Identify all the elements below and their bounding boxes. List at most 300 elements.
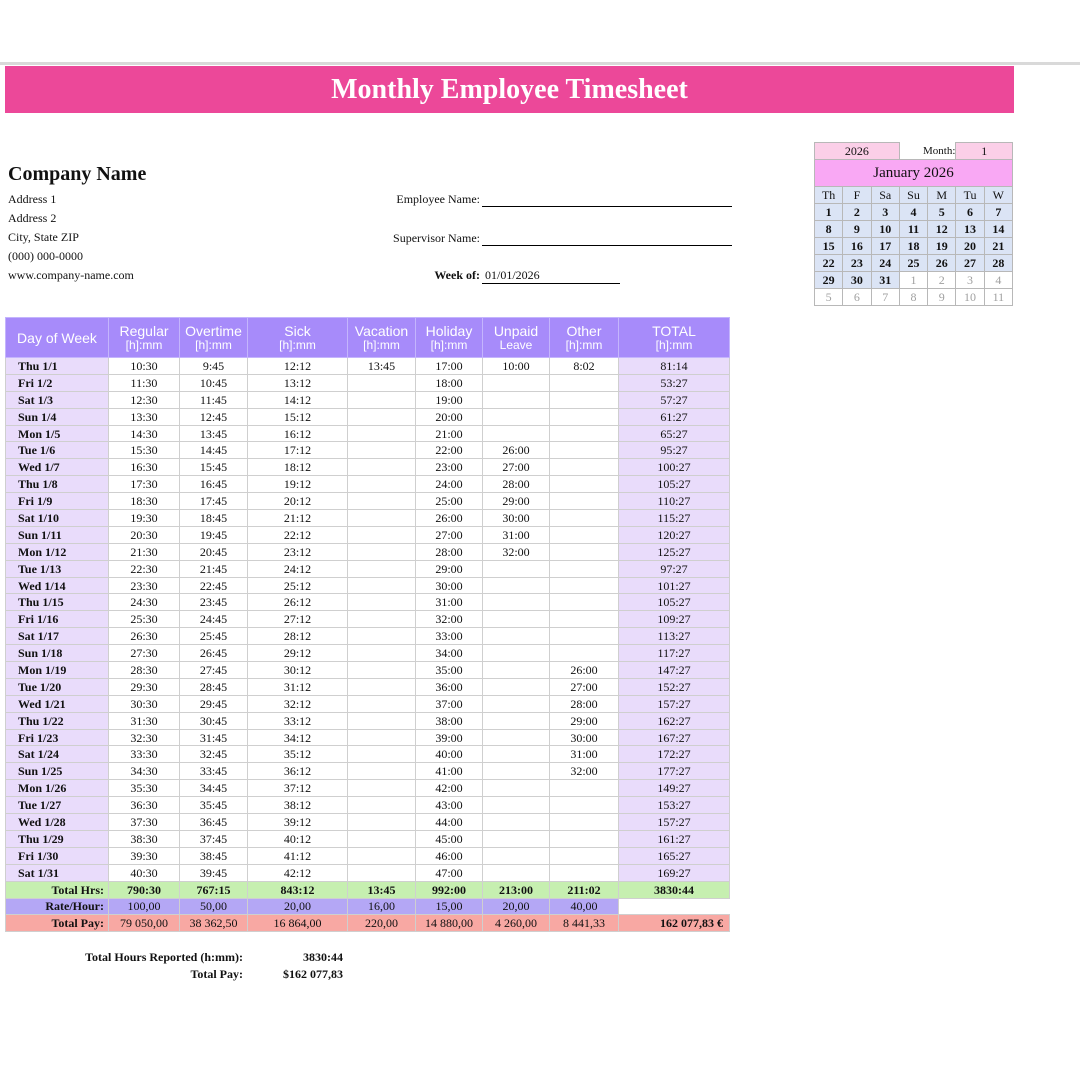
hours-cell[interactable]: 21:45 <box>180 560 248 577</box>
hours-cell[interactable]: 15:30 <box>109 442 180 459</box>
hours-cell[interactable]: 34:30 <box>109 763 180 780</box>
hours-cell[interactable]: 37:00 <box>416 695 483 712</box>
hours-cell[interactable]: 30:00 <box>416 577 483 594</box>
address-line-1[interactable]: Address 1 <box>8 192 57 206</box>
hours-cell[interactable]: 26:00 <box>550 662 619 679</box>
hours-cell[interactable]: 23:00 <box>416 459 483 476</box>
calendar-month-value[interactable]: 1 <box>956 143 1013 160</box>
calendar-day-cell[interactable]: 14 <box>984 221 1012 238</box>
hours-cell[interactable]: 25:30 <box>109 611 180 628</box>
hours-cell[interactable] <box>348 594 416 611</box>
hours-cell[interactable]: 37:12 <box>248 780 348 797</box>
hours-cell[interactable]: 40:30 <box>109 864 180 881</box>
hours-cell[interactable] <box>550 628 619 645</box>
hours-cell[interactable]: 26:00 <box>483 442 550 459</box>
calendar-day-cell[interactable]: 2 <box>928 272 956 289</box>
hours-cell[interactable] <box>348 662 416 679</box>
calendar-day-cell[interactable]: 21 <box>984 238 1012 255</box>
hours-cell[interactable]: 29:00 <box>550 712 619 729</box>
hours-cell[interactable]: 16:45 <box>180 476 248 493</box>
row-total-cell: 157:27 <box>619 814 730 831</box>
hours-cell[interactable]: 42:12 <box>248 864 348 881</box>
hours-cell[interactable] <box>550 594 619 611</box>
hours-cell[interactable]: 22:00 <box>416 442 483 459</box>
hours-cell[interactable]: 11:30 <box>109 374 180 391</box>
hours-cell[interactable]: 29:45 <box>180 695 248 712</box>
hours-cell[interactable]: 28:00 <box>483 476 550 493</box>
address-line-2[interactable]: Address 2 <box>8 211 57 225</box>
calendar-day-cell[interactable]: 16 <box>843 238 871 255</box>
calendar-day-cell[interactable]: 9 <box>843 221 871 238</box>
column-header-unit: [h]:mm <box>430 337 468 352</box>
calendar-day-cell[interactable]: 15 <box>815 238 843 255</box>
day-of-week-cell: Sat 1/24 <box>6 746 109 763</box>
hours-cell[interactable]: 10:45 <box>180 374 248 391</box>
hours-cell[interactable]: 25:00 <box>416 493 483 510</box>
hours-cell[interactable] <box>348 425 416 442</box>
hours-cell[interactable]: 28:30 <box>109 662 180 679</box>
hours-cell[interactable] <box>550 611 619 628</box>
calendar-day-cell[interactable]: 9 <box>928 289 956 306</box>
hours-cell[interactable]: 19:45 <box>180 526 248 543</box>
hours-cell[interactable] <box>348 847 416 864</box>
hours-cell[interactable] <box>348 645 416 662</box>
hours-cell[interactable] <box>550 814 619 831</box>
calendar-day-cell[interactable]: 6 <box>956 204 984 221</box>
hours-cell[interactable]: 37:30 <box>109 814 180 831</box>
hours-cell[interactable]: 23:12 <box>248 543 348 560</box>
hours-cell[interactable]: 47:00 <box>416 864 483 881</box>
calendar-day-cell[interactable]: 8 <box>815 221 843 238</box>
hours-cell[interactable]: 31:00 <box>416 594 483 611</box>
hours-cell[interactable]: 17:12 <box>248 442 348 459</box>
hours-cell[interactable]: 17:00 <box>416 358 483 375</box>
sheet-top-border <box>0 62 1080 65</box>
calendar-day-cell[interactable]: 7 <box>871 289 899 306</box>
calendar-day-cell[interactable]: 27 <box>956 255 984 272</box>
hours-cell[interactable]: 24:12 <box>248 560 348 577</box>
hours-cell[interactable] <box>348 459 416 476</box>
hours-cell[interactable]: 32:30 <box>109 729 180 746</box>
hours-cell[interactable]: 26:45 <box>180 645 248 662</box>
hours-cell[interactable]: 30:30 <box>109 695 180 712</box>
supervisor-name-field[interactable] <box>482 245 732 246</box>
hours-cell[interactable] <box>348 678 416 695</box>
calendar-day-cell[interactable]: 6 <box>843 289 871 306</box>
hours-cell[interactable]: 40:12 <box>248 830 348 847</box>
calendar-day-cell[interactable]: 1 <box>899 272 927 289</box>
hours-cell[interactable] <box>483 864 550 881</box>
hours-cell[interactable] <box>550 780 619 797</box>
hours-cell[interactable]: 33:45 <box>180 763 248 780</box>
calendar-day-cell[interactable]: 8 <box>899 289 927 306</box>
day-of-week-cell: Sun 1/18 <box>6 645 109 662</box>
hours-cell[interactable]: 16:12 <box>248 425 348 442</box>
hours-cell[interactable]: 35:12 <box>248 746 348 763</box>
hours-cell[interactable] <box>483 695 550 712</box>
calendar-day-cell[interactable]: 18 <box>899 238 927 255</box>
hours-cell[interactable]: 27:00 <box>416 526 483 543</box>
calendar-day-cell[interactable]: 24 <box>871 255 899 272</box>
hours-cell[interactable]: 29:00 <box>416 560 483 577</box>
hours-cell[interactable]: 12:12 <box>248 358 348 375</box>
hours-cell[interactable]: 17:45 <box>180 493 248 510</box>
hours-cell[interactable]: 27:12 <box>248 611 348 628</box>
hours-cell[interactable]: 23:30 <box>109 577 180 594</box>
calendar-year[interactable]: 2026 <box>815 143 900 160</box>
hours-cell[interactable] <box>483 577 550 594</box>
hours-cell[interactable]: 28:00 <box>550 695 619 712</box>
hours-cell[interactable]: 30:00 <box>550 729 619 746</box>
hours-cell[interactable] <box>483 611 550 628</box>
hours-cell[interactable] <box>483 594 550 611</box>
hours-cell[interactable]: 31:00 <box>483 526 550 543</box>
hours-cell[interactable] <box>348 577 416 594</box>
hours-cell[interactable]: 28:45 <box>180 678 248 695</box>
hours-cell[interactable] <box>483 560 550 577</box>
hours-cell[interactable]: 33:12 <box>248 712 348 729</box>
employee-name-field[interactable] <box>482 206 732 207</box>
hours-cell[interactable] <box>550 847 619 864</box>
hours-cell[interactable] <box>550 510 619 527</box>
hours-cell[interactable] <box>483 763 550 780</box>
hours-cell[interactable]: 22:30 <box>109 560 180 577</box>
calendar-day-cell[interactable]: 23 <box>843 255 871 272</box>
hours-cell[interactable]: 15:12 <box>248 408 348 425</box>
hours-cell[interactable]: 31:00 <box>550 746 619 763</box>
hours-cell[interactable] <box>550 442 619 459</box>
rate-cell[interactable]: 16,00 <box>348 898 416 915</box>
hours-cell[interactable]: 27:00 <box>550 678 619 695</box>
hours-cell[interactable]: 12:30 <box>109 391 180 408</box>
hours-cell[interactable] <box>483 408 550 425</box>
calendar-day-cell[interactable]: 30 <box>843 272 871 289</box>
hours-cell[interactable]: 30:12 <box>248 662 348 679</box>
hours-cell[interactable] <box>550 645 619 662</box>
hours-cell[interactable] <box>483 374 550 391</box>
hours-cell[interactable]: 14:12 <box>248 391 348 408</box>
rate-cell[interactable]: 50,00 <box>180 898 248 915</box>
hours-cell[interactable] <box>550 425 619 442</box>
hours-cell[interactable]: 11:45 <box>180 391 248 408</box>
hours-cell[interactable]: 28:12 <box>248 628 348 645</box>
hours-cell[interactable] <box>348 864 416 881</box>
hours-cell[interactable] <box>348 695 416 712</box>
hours-cell[interactable]: 14:30 <box>109 425 180 442</box>
hours-cell[interactable]: 38:12 <box>248 797 348 814</box>
calendar-day-cell[interactable]: 5 <box>928 204 956 221</box>
hours-cell[interactable]: 39:12 <box>248 814 348 831</box>
hours-cell[interactable] <box>348 814 416 831</box>
hours-cell[interactable]: 31:45 <box>180 729 248 746</box>
column-header <box>483 318 550 358</box>
hours-cell[interactable]: 21:00 <box>416 425 483 442</box>
row-total-cell: 95:27 <box>619 442 730 459</box>
total-hours-reported-label: Total Hours Reported (h:mm): <box>85 950 243 964</box>
hours-cell[interactable]: 18:30 <box>109 493 180 510</box>
hours-cell[interactable] <box>483 425 550 442</box>
calendar-day-cell[interactable]: 11 <box>984 289 1012 306</box>
hours-cell[interactable]: 30:45 <box>180 712 248 729</box>
hours-cell[interactable] <box>550 797 619 814</box>
hours-cell[interactable] <box>348 830 416 847</box>
hours-cell[interactable]: 13:30 <box>109 408 180 425</box>
hours-cell[interactable]: 27:45 <box>180 662 248 679</box>
row-total-cell: 162:27 <box>619 712 730 729</box>
hours-cell[interactable] <box>348 526 416 543</box>
city-state-zip[interactable]: City, State ZIP <box>8 230 79 244</box>
total-hours-cell: 211:02 <box>550 881 619 898</box>
hours-cell[interactable]: 35:45 <box>180 797 248 814</box>
hours-cell[interactable] <box>550 374 619 391</box>
hours-cell[interactable]: 44:00 <box>416 814 483 831</box>
hours-cell[interactable]: 13:45 <box>348 358 416 375</box>
hours-cell[interactable]: 41:00 <box>416 763 483 780</box>
hours-cell[interactable]: 12:45 <box>180 408 248 425</box>
hours-cell[interactable] <box>550 476 619 493</box>
calendar-day-cell[interactable]: 10 <box>871 221 899 238</box>
hours-cell[interactable]: 8:02 <box>550 358 619 375</box>
hours-cell[interactable]: 37:45 <box>180 830 248 847</box>
calendar-day-cell[interactable]: 11 <box>899 221 927 238</box>
rate-cell[interactable]: 20,00 <box>483 898 550 915</box>
week-of-value[interactable]: 01/01/2026 <box>485 268 540 282</box>
hours-cell[interactable] <box>483 814 550 831</box>
hours-cell[interactable]: 42:00 <box>416 780 483 797</box>
hours-cell[interactable]: 29:30 <box>109 678 180 695</box>
hours-cell[interactable]: 41:12 <box>248 847 348 864</box>
calendar-day-cell[interactable]: 22 <box>815 255 843 272</box>
hours-cell[interactable] <box>483 746 550 763</box>
hours-cell[interactable]: 20:45 <box>180 543 248 560</box>
website[interactable]: www.company-name.com <box>8 268 134 282</box>
mini-calendar <box>814 142 1013 306</box>
hours-cell[interactable] <box>483 678 550 695</box>
hours-cell[interactable] <box>483 712 550 729</box>
table-row <box>6 814 730 831</box>
hours-cell[interactable] <box>550 543 619 560</box>
hours-cell[interactable] <box>348 408 416 425</box>
hours-cell[interactable]: 33:30 <box>109 746 180 763</box>
hours-cell[interactable]: 25:45 <box>180 628 248 645</box>
hours-cell[interactable] <box>348 797 416 814</box>
rate-cell[interactable]: 15,00 <box>416 898 483 915</box>
hours-cell[interactable] <box>483 830 550 847</box>
hours-cell[interactable]: 24:45 <box>180 611 248 628</box>
hours-cell[interactable]: 31:12 <box>248 678 348 695</box>
day-of-week-cell: Fri 1/16 <box>6 611 109 628</box>
hours-cell[interactable] <box>483 662 550 679</box>
table-row <box>6 830 730 847</box>
hours-cell[interactable] <box>348 763 416 780</box>
hours-cell[interactable]: 20:30 <box>109 526 180 543</box>
hours-cell[interactable]: 14:45 <box>180 442 248 459</box>
hours-cell[interactable]: 24:00 <box>416 476 483 493</box>
hours-cell[interactable]: 21:12 <box>248 510 348 527</box>
hours-cell[interactable]: 31:30 <box>109 712 180 729</box>
hours-cell[interactable]: 32:12 <box>248 695 348 712</box>
hours-cell[interactable] <box>550 577 619 594</box>
hours-cell[interactable]: 18:00 <box>416 374 483 391</box>
hours-cell[interactable]: 22:45 <box>180 577 248 594</box>
hours-cell[interactable]: 13:12 <box>248 374 348 391</box>
hours-cell[interactable]: 36:00 <box>416 678 483 695</box>
hours-cell[interactable] <box>550 459 619 476</box>
hours-cell[interactable]: 24:30 <box>109 594 180 611</box>
hours-cell[interactable]: 32:45 <box>180 746 248 763</box>
rate-cell[interactable]: 20,00 <box>248 898 348 915</box>
hours-cell[interactable] <box>348 374 416 391</box>
hours-cell[interactable] <box>483 628 550 645</box>
hours-cell[interactable] <box>483 780 550 797</box>
calendar-day-cell[interactable]: 12 <box>928 221 956 238</box>
hours-cell[interactable]: 45:00 <box>416 830 483 847</box>
hours-cell[interactable] <box>348 780 416 797</box>
hours-cell[interactable]: 32:00 <box>483 543 550 560</box>
calendar-day-cell[interactable]: 7 <box>984 204 1012 221</box>
hours-cell[interactable]: 35:00 <box>416 662 483 679</box>
day-of-week-cell: Sat 1/3 <box>6 391 109 408</box>
hours-cell[interactable] <box>483 645 550 662</box>
hours-cell[interactable]: 10:00 <box>483 358 550 375</box>
calendar-day-cell[interactable]: 20 <box>956 238 984 255</box>
calendar-day-cell[interactable]: 19 <box>928 238 956 255</box>
hours-cell[interactable]: 13:45 <box>180 425 248 442</box>
calendar-day-cell[interactable]: 1 <box>815 204 843 221</box>
hours-cell[interactable] <box>348 729 416 746</box>
hours-cell[interactable]: 28:00 <box>416 543 483 560</box>
hours-cell[interactable] <box>483 847 550 864</box>
calendar-day-cell[interactable]: 4 <box>899 204 927 221</box>
hours-cell[interactable] <box>348 543 416 560</box>
hours-cell[interactable]: 38:30 <box>109 830 180 847</box>
hours-cell[interactable]: 43:00 <box>416 797 483 814</box>
calendar-day-cell[interactable]: 4 <box>984 272 1012 289</box>
hours-cell[interactable] <box>550 560 619 577</box>
hours-cell[interactable] <box>348 611 416 628</box>
column-header-title: Other <box>566 322 602 339</box>
hours-cell[interactable] <box>348 391 416 408</box>
hours-cell[interactable]: 29:12 <box>248 645 348 662</box>
calendar-day-cell[interactable]: 10 <box>956 289 984 306</box>
calendar-day-cell[interactable]: 3 <box>956 272 984 289</box>
hours-cell[interactable]: 18:12 <box>248 459 348 476</box>
hours-cell[interactable] <box>348 510 416 527</box>
hours-cell[interactable]: 38:00 <box>416 712 483 729</box>
hours-cell[interactable]: 17:30 <box>109 476 180 493</box>
rate-cell[interactable]: 40,00 <box>550 898 619 915</box>
company-name[interactable]: Company Name <box>8 163 147 185</box>
phone-number[interactable]: (000) 000-0000 <box>8 249 83 263</box>
day-of-week-cell: Sat 1/31 <box>6 864 109 881</box>
hours-cell[interactable]: 36:12 <box>248 763 348 780</box>
hours-cell[interactable]: 33:00 <box>416 628 483 645</box>
total-hours-cell: 843:12 <box>248 881 348 898</box>
row-total-cell: 105:27 <box>619 476 730 493</box>
calendar-day-cell[interactable]: 29 <box>815 272 843 289</box>
hours-cell[interactable] <box>550 391 619 408</box>
hours-cell[interactable] <box>550 526 619 543</box>
hours-cell[interactable]: 9:45 <box>180 358 248 375</box>
hours-cell[interactable] <box>550 408 619 425</box>
hours-cell[interactable] <box>348 712 416 729</box>
hours-cell[interactable] <box>550 830 619 847</box>
hours-cell[interactable]: 30:00 <box>483 510 550 527</box>
hours-cell[interactable]: 19:30 <box>109 510 180 527</box>
hours-cell[interactable]: 32:00 <box>550 763 619 780</box>
calendar-day-cell[interactable]: 2 <box>843 204 871 221</box>
total-hours-cell: 13:45 <box>348 881 416 898</box>
calendar-day-cell[interactable]: 26 <box>928 255 956 272</box>
calendar-day-cell[interactable]: 3 <box>871 204 899 221</box>
calendar-day-cell[interactable]: 31 <box>871 272 899 289</box>
hours-cell[interactable]: 15:45 <box>180 459 248 476</box>
hours-cell[interactable]: 21:30 <box>109 543 180 560</box>
hours-cell[interactable]: 39:30 <box>109 847 180 864</box>
hours-cell[interactable]: 27:00 <box>483 459 550 476</box>
hours-cell[interactable]: 39:45 <box>180 864 248 881</box>
hours-cell[interactable]: 25:12 <box>248 577 348 594</box>
calendar-day-cell[interactable]: 28 <box>984 255 1012 272</box>
hours-cell[interactable]: 20:12 <box>248 493 348 510</box>
day-of-week-cell: Tue 1/20 <box>6 678 109 695</box>
hours-cell[interactable]: 38:45 <box>180 847 248 864</box>
hours-cell[interactable]: 22:12 <box>248 526 348 543</box>
hours-cell[interactable] <box>550 864 619 881</box>
hours-cell[interactable] <box>348 476 416 493</box>
calendar-day-cell[interactable]: 5 <box>815 289 843 306</box>
rate-cell[interactable]: 100,00 <box>109 898 180 915</box>
hours-cell[interactable]: 19:12 <box>248 476 348 493</box>
hours-cell[interactable]: 26:12 <box>248 594 348 611</box>
hours-cell[interactable]: 20:00 <box>416 408 483 425</box>
hours-cell[interactable] <box>550 493 619 510</box>
calendar-day-cell[interactable]: 13 <box>956 221 984 238</box>
hours-cell[interactable]: 19:00 <box>416 391 483 408</box>
hours-cell[interactable] <box>348 746 416 763</box>
hours-cell[interactable] <box>348 628 416 645</box>
hours-cell[interactable]: 27:30 <box>109 645 180 662</box>
hours-cell[interactable]: 35:30 <box>109 780 180 797</box>
hours-cell[interactable]: 36:30 <box>109 797 180 814</box>
hours-cell[interactable]: 26:30 <box>109 628 180 645</box>
hours-cell[interactable] <box>348 493 416 510</box>
hours-cell[interactable] <box>348 442 416 459</box>
hours-cell[interactable]: 46:00 <box>416 847 483 864</box>
hours-cell[interactable] <box>348 560 416 577</box>
hours-cell[interactable]: 32:00 <box>416 611 483 628</box>
calendar-day-cell[interactable]: 25 <box>899 255 927 272</box>
hours-cell[interactable]: 16:30 <box>109 459 180 476</box>
hours-cell[interactable]: 39:00 <box>416 729 483 746</box>
hours-cell[interactable]: 36:45 <box>180 814 248 831</box>
table-row <box>6 797 730 814</box>
table-row <box>6 476 730 493</box>
hours-cell[interactable]: 10:30 <box>109 358 180 375</box>
hours-cell[interactable] <box>483 797 550 814</box>
hours-cell[interactable]: 26:00 <box>416 510 483 527</box>
hours-cell[interactable]: 34:45 <box>180 780 248 797</box>
hours-cell[interactable]: 18:45 <box>180 510 248 527</box>
hours-cell[interactable]: 40:00 <box>416 746 483 763</box>
calendar-day-cell[interactable]: 17 <box>871 238 899 255</box>
hours-cell[interactable] <box>483 391 550 408</box>
hours-cell[interactable]: 34:00 <box>416 645 483 662</box>
hours-cell[interactable]: 29:00 <box>483 493 550 510</box>
hours-cell[interactable]: 34:12 <box>248 729 348 746</box>
hours-cell[interactable] <box>483 729 550 746</box>
hours-cell[interactable]: 23:45 <box>180 594 248 611</box>
